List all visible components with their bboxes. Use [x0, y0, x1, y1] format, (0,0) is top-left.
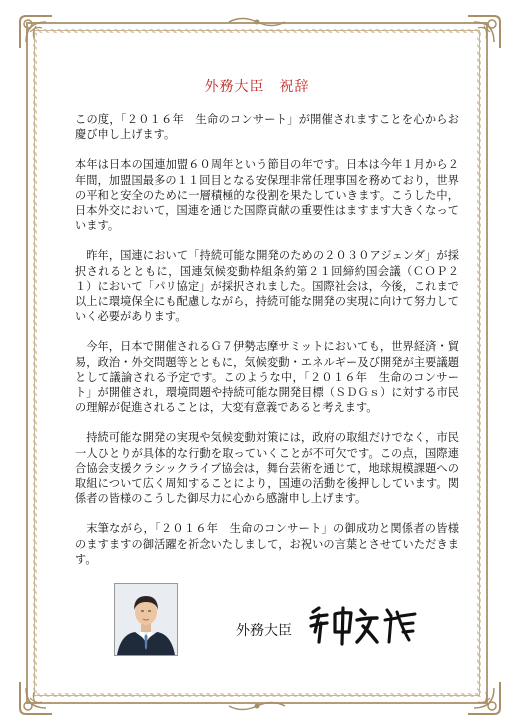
flourish-icon [227, 15, 287, 29]
corner-ornament-icon [16, 12, 56, 52]
paragraph: 持続可能な開発の実現や気候変動対策には，政府の取組だけでなく，市民一人ひとりが具体的な行動を取っていくことが不可欠です。この点，国際連合協会支援クラシックライブ協会は，舞台芸術を通じて，地球規模課題への取組について広く周知することにより，国連の活動を後押ししています。関係者の皆様のこうした御尽力に心から感謝申し上げます。 [75, 431, 459, 506]
message-body [75, 112, 459, 582]
flourish-icon [227, 699, 287, 713]
paragraph: この度，「２０１６年 生命のコンサート」が開催されますことを心からお慶び申し上げます。 [75, 113, 459, 142]
handwritten-signature [305, 602, 420, 650]
corner-ornament-icon [16, 678, 56, 718]
minister-portrait [114, 583, 178, 656]
paragraph: 昨年，国連において「持続可能な開発のための２０３０アジェンダ」が採択されるとともに，国連気候変動枠組条約第２１回締約国会議（ＣＯＰ２１）において「パリ協定」が採択されました。国際社会は，今後，これまで以上に環境保全にも配慮しながら，持続可能な開発の実現に向けて努力していく必要があります。 [75, 249, 459, 324]
page-title: 外務大臣 祝辞 [204, 79, 310, 95]
signatory-title: 外務大臣 [236, 623, 292, 639]
corner-ornament-icon [464, 12, 504, 52]
paragraph: 本年は日本の国連加盟６０周年という節目の年です。日本は今年１月から２年間，加盟国最多の１１回目となる安保理非常任理事国を務めており，世界の平和と安全のために一層積極的な役割を果たしていきます。こうした中，日本外交において，国連を通じた国際貢献の重要性はますます大きくなっています。 [75, 158, 459, 233]
paragraph: 今年，日本で開催されるＧ７伊勢志摩サミットにおいても，世界経済・貿易，政治・外交問題等とともに，気候変動・エネルギー及び開発が主要議題として議論される予定です。このような中，「２０１６年 生命のコンサート」が開催され，環境問題や持続可能な開発目標（ＳＤＧｓ）に対する市民の理解が促進されることは，大変有意義であると考えます。 [75, 340, 459, 415]
paragraph: 末筆ながら，「２０１６年 生命のコンサート」の御成功と関係者の皆様のますますの御活躍を祈念いたしまして，お祝いの言葉とさせていただきます。 [75, 522, 459, 566]
corner-ornament-icon [464, 678, 504, 718]
